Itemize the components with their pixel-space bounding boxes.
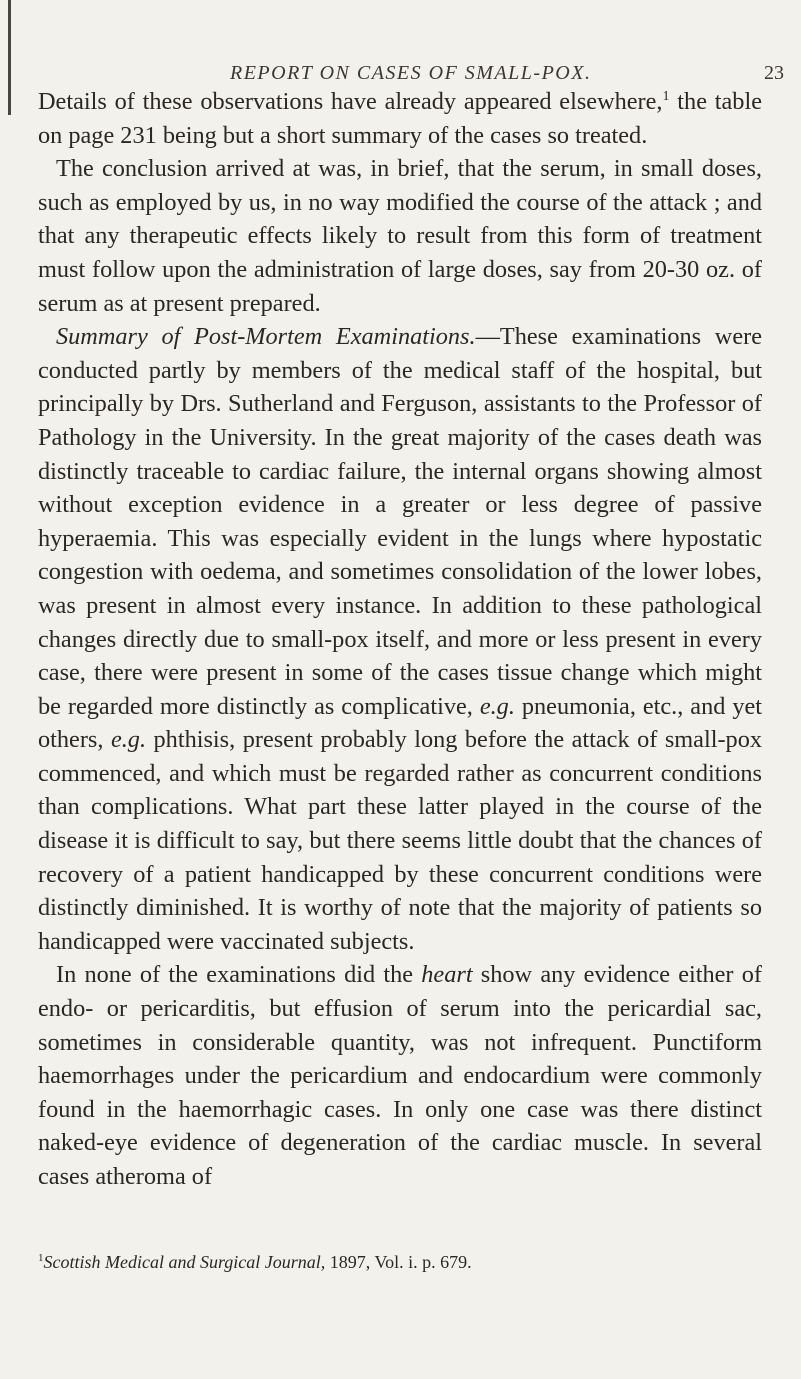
paragraph-3: [38, 320, 762, 958]
p3-eg-1: e.g.: [479, 692, 515, 720]
p4-heart: heart: [421, 961, 473, 989]
paragraph-1: [38, 85, 762, 152]
p1-text: Details of these observations have already appeared elsewhere,: [38, 88, 663, 115]
p1-rest: the table on page 231 being but a short summary of the cases so treated.: [38, 88, 762, 149]
footnote: [38, 1250, 762, 1274]
footnote-journal: Scottish Medical and Surgical Journal,: [43, 1252, 326, 1272]
p3-part-b: pneumonia, etc., and yet others,: [38, 692, 762, 754]
running-head: REPORT ON CASES OF SMALL-POX.: [230, 62, 592, 84]
paragraph-2: The conclusion arrived at was, in brief, that the serum, in small doses, such as employed by us, in no way modified the course of the attack ; and that any therapeutic effects likely to result from this form of treatment must follow upon the administration of large doses, say from 20-30 oz. of serum as at present prepared.: [38, 155, 762, 317]
p3-part-a: —These examinations were conducted partly by members of the medical staff of the hospital, but principally by Drs. Sutherland and Ferguson, assistants to the Professor of Pathology in the University. In the great majority of the cases death was distinctly traceable to cardiac failure, the internal organs showing almost without exception evidence in a greater or less degree of passive hyperaemia. This was especially evident in the lungs where hypostatic congestion with oedema, and sometimes consolidation of the lower lobes, was present in almost every instance. In addition to these pathological changes directly due to small-pox itself, and more or less present in every case, there were present in some of the cases tissue change which might be regarded more distinctly as complicative,: [38, 323, 762, 720]
p3-eg-2: e.g.: [110, 726, 147, 754]
section-heading: Summary of Post-Mortem Examinations.: [56, 323, 476, 351]
margin-rule: [8, 0, 11, 115]
p4-part-a: In none of the examinations did the: [56, 961, 422, 989]
paragraph-4: [38, 958, 762, 1193]
page-number: 23: [764, 62, 784, 84]
p4-part-b: show any evidence either of endo- or pericarditis, but effusion of serum into the pericardial sac, sometimes in considerable quantity, was not infrequent. Punctiform haemorrhages under the pericardium and endocardium were commonly found in the haemorrhagic cases. In only one case was there distinct naked-eye evidence of degeneration of the cardiac muscle. In several cases atheroma of: [38, 961, 762, 1190]
body-text: [38, 85, 762, 1194]
p3-part-c: phthisis, present probably long before the attack of small-pox commenced, and which must be regarded rather as concurrent conditions than complications. What part these latter played in the course of the disease it is difficult to say, but there seems little doubt that the chances of recovery of a patient handicapped by these concurrent conditions were distinctly diminished. It is worthy of note that the majority of patients so handicapped were vaccinated subjects.: [38, 726, 762, 955]
footnote-citation: 1897, Vol. i. p. 679.: [325, 1252, 472, 1272]
footnote-mark: 1: [38, 1252, 44, 1264]
footnote-ref: 1: [662, 89, 670, 104]
